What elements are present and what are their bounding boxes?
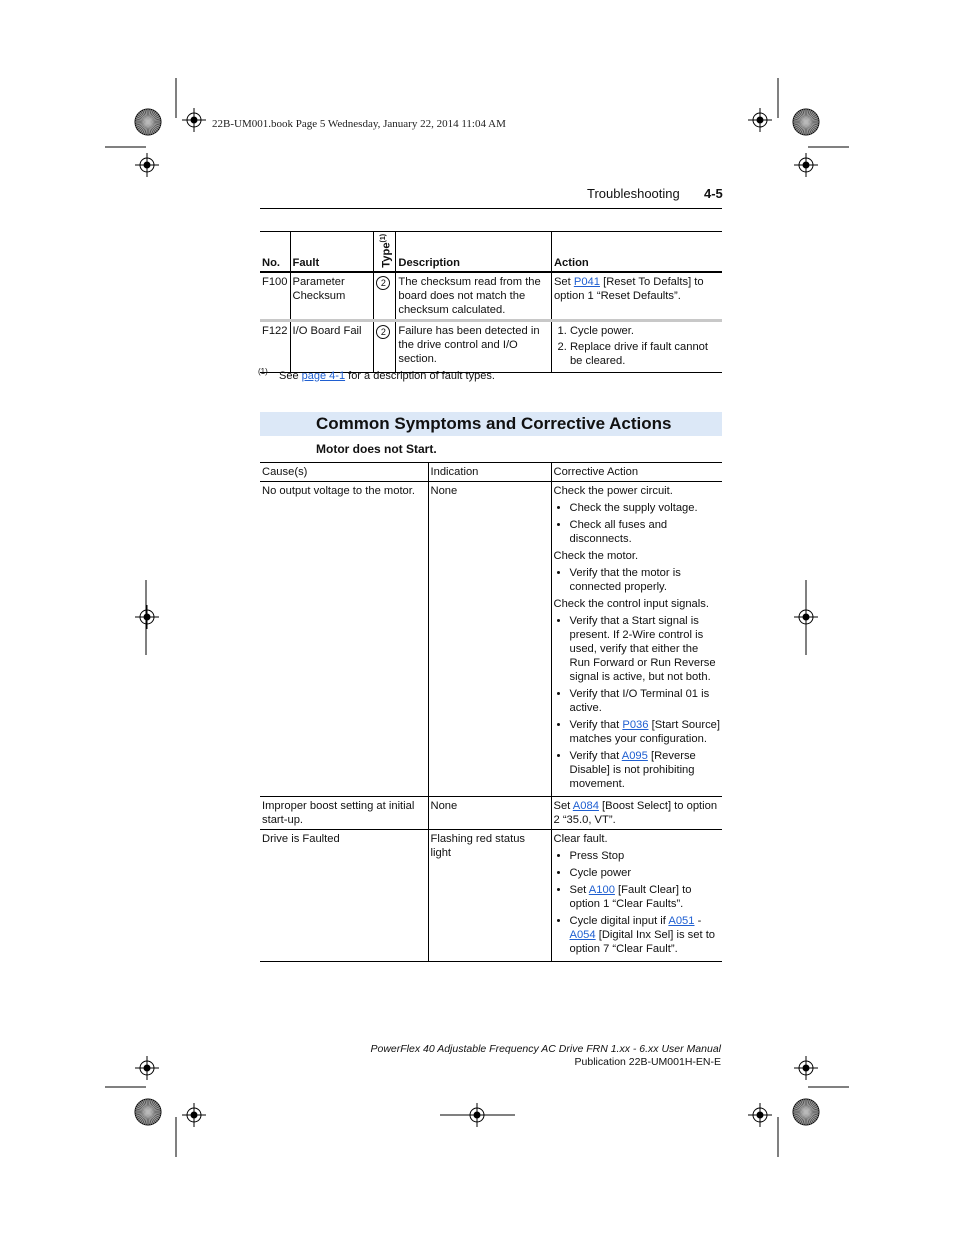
list-item: 2. Replace drive if fault cannot be cleared. [570,340,720,368]
table-row: F100 Parameter Checksum 2 The checksum read from the board does not match the checksum calculated. Set P041 [Reset To Defalts] to option 1 “Reset Defaults”. [260,272,722,321]
list-item: 1. Cycle power. [570,324,720,338]
type-2-icon: 2 [376,325,390,339]
registration-cross-icon [748,108,772,132]
footnote-text: See page 4-1 for a description of fault types. [279,370,495,382]
col-cause: Cause(s) [262,466,308,478]
printer-slug: 22B-UM001.book Page 5 Wednesday, January 22, 2014 11:04 AM [212,118,506,130]
registration-star-icon [135,1099,161,1125]
link-p036[interactable]: P036 [622,719,649,731]
list-item: • Cycle digital input if A051 - A054 [Digital Inx Sel] is set to option 7 “Clear Fault”. [570,914,721,956]
link-page-4-1[interactable]: page 4-1 [301,370,346,382]
footer-manual-title: PowerFlex 40 Adjustable Frequency AC Drive FRN 1.xx - 6.xx User Manual [370,1043,721,1055]
col-indication: Indication [428,463,551,482]
registration-star-icon [793,109,819,135]
link-a100[interactable]: A100 [588,884,615,896]
link-a054[interactable]: A054 [569,929,596,941]
col-fault: Fault [290,232,374,272]
registration-cross-icon [182,108,206,132]
col-no: No. [262,256,281,269]
list-item: • Verify that P036 [Start Source] matches your configuration. [570,718,721,746]
list-item: • Cycle power [570,866,721,880]
footer-publication: Publication 22B-UM001H-EN-E [574,1056,721,1068]
col-action: Action [551,232,722,272]
link-a095[interactable]: A095 [621,750,648,762]
col-description: Description [396,232,552,272]
registration-cross-icon [135,605,159,629]
footnote-mark: (1) [258,367,268,376]
subsection-title: Motor does not Start. [316,442,437,456]
link-a051[interactable]: A051 [668,915,695,927]
registration-cross-icon [135,153,159,177]
registration-star-icon [135,109,161,135]
col-corrective-action: Corrective Action [551,463,722,482]
page-number: 4-5 [704,186,723,201]
list-item: • Check all fuses and disconnects. [570,518,721,546]
registration-cross-icon [794,153,818,177]
table-row: F122 I/O Board Fail 2 Failure has been detected in the drive control and I/O section. 1. Cycle power. 2. Replace drive if fault cannot be cleared. [260,320,722,372]
list-item: • Verify that I/O Terminal 01 is active. [570,687,721,715]
running-header-title: Troubleshooting [587,186,680,201]
list-item: • Verify that A095 [Reverse Disable] is not prohibiting movement. [570,749,721,791]
symptoms-table [260,462,722,962]
table-row: Improper boost setting at initial start-up. None Set A084 [Boost Select] to option 2 “35.0, VT”. [260,797,722,830]
list-item: • Set A100 [Fault Clear] to option 1 “Clear Faults”. [570,883,721,911]
list-item: • Verify that a Start signal is present. If 2-Wire control is used, verify that either the Run Forward or Run Reverse signal is active, but not both. [570,614,721,684]
fault-table [260,231,722,373]
col-type: Type$^{(1)}$ [374,232,396,272]
action-steps [554,324,720,368]
table-row: No output voltage to the motor. None Check the power circuit. • Check the supply voltage. • Check all fuses and disconnects. Check the motor. • Verify that the motor is connected properly. Check the control input signals. • Verify that a Start signal is present. If 2-Wire control is used, verify that either the Run Forward or Run Reverse signal is active, but not both. • Verify that I/O Terminal 01 is active. • Verify that P036 [Start Source] matches your configuration. • Verify that A095 [Reverse Disable] is not prohibiting movement. [260,482,722,797]
list-item: • Press Stop [570,849,721,863]
link-a084[interactable]: A084 [572,800,599,812]
list-item: • Verify that the motor is connected properly. [570,566,721,594]
registration-cross-icon [794,1056,818,1080]
link-p041[interactable]: P041 [573,275,600,288]
registration-cross-icon [182,1103,206,1127]
header-rule [260,208,722,209]
registration-cross-icon [748,1103,772,1127]
table-row: Drive is Faulted Flashing red status light Clear fault. • Press Stop • Cycle power • Set A100 [Fault Clear] to option 1 “Clear Faults”. • Cycle digital input if A051 - A054 [Digital Inx Sel] is set to option 7 “Clear Fault”. [260,830,722,962]
list-item: • Check the supply voltage. [570,501,721,515]
fault-table-header [260,232,722,272]
section-title: Common Symptoms and Corrective Actions [316,414,672,433]
type-2-icon: 2 [376,276,390,290]
registration-cross-icon [135,1056,159,1080]
registration-star-icon [793,1099,819,1125]
symptoms-table-header [260,463,722,482]
